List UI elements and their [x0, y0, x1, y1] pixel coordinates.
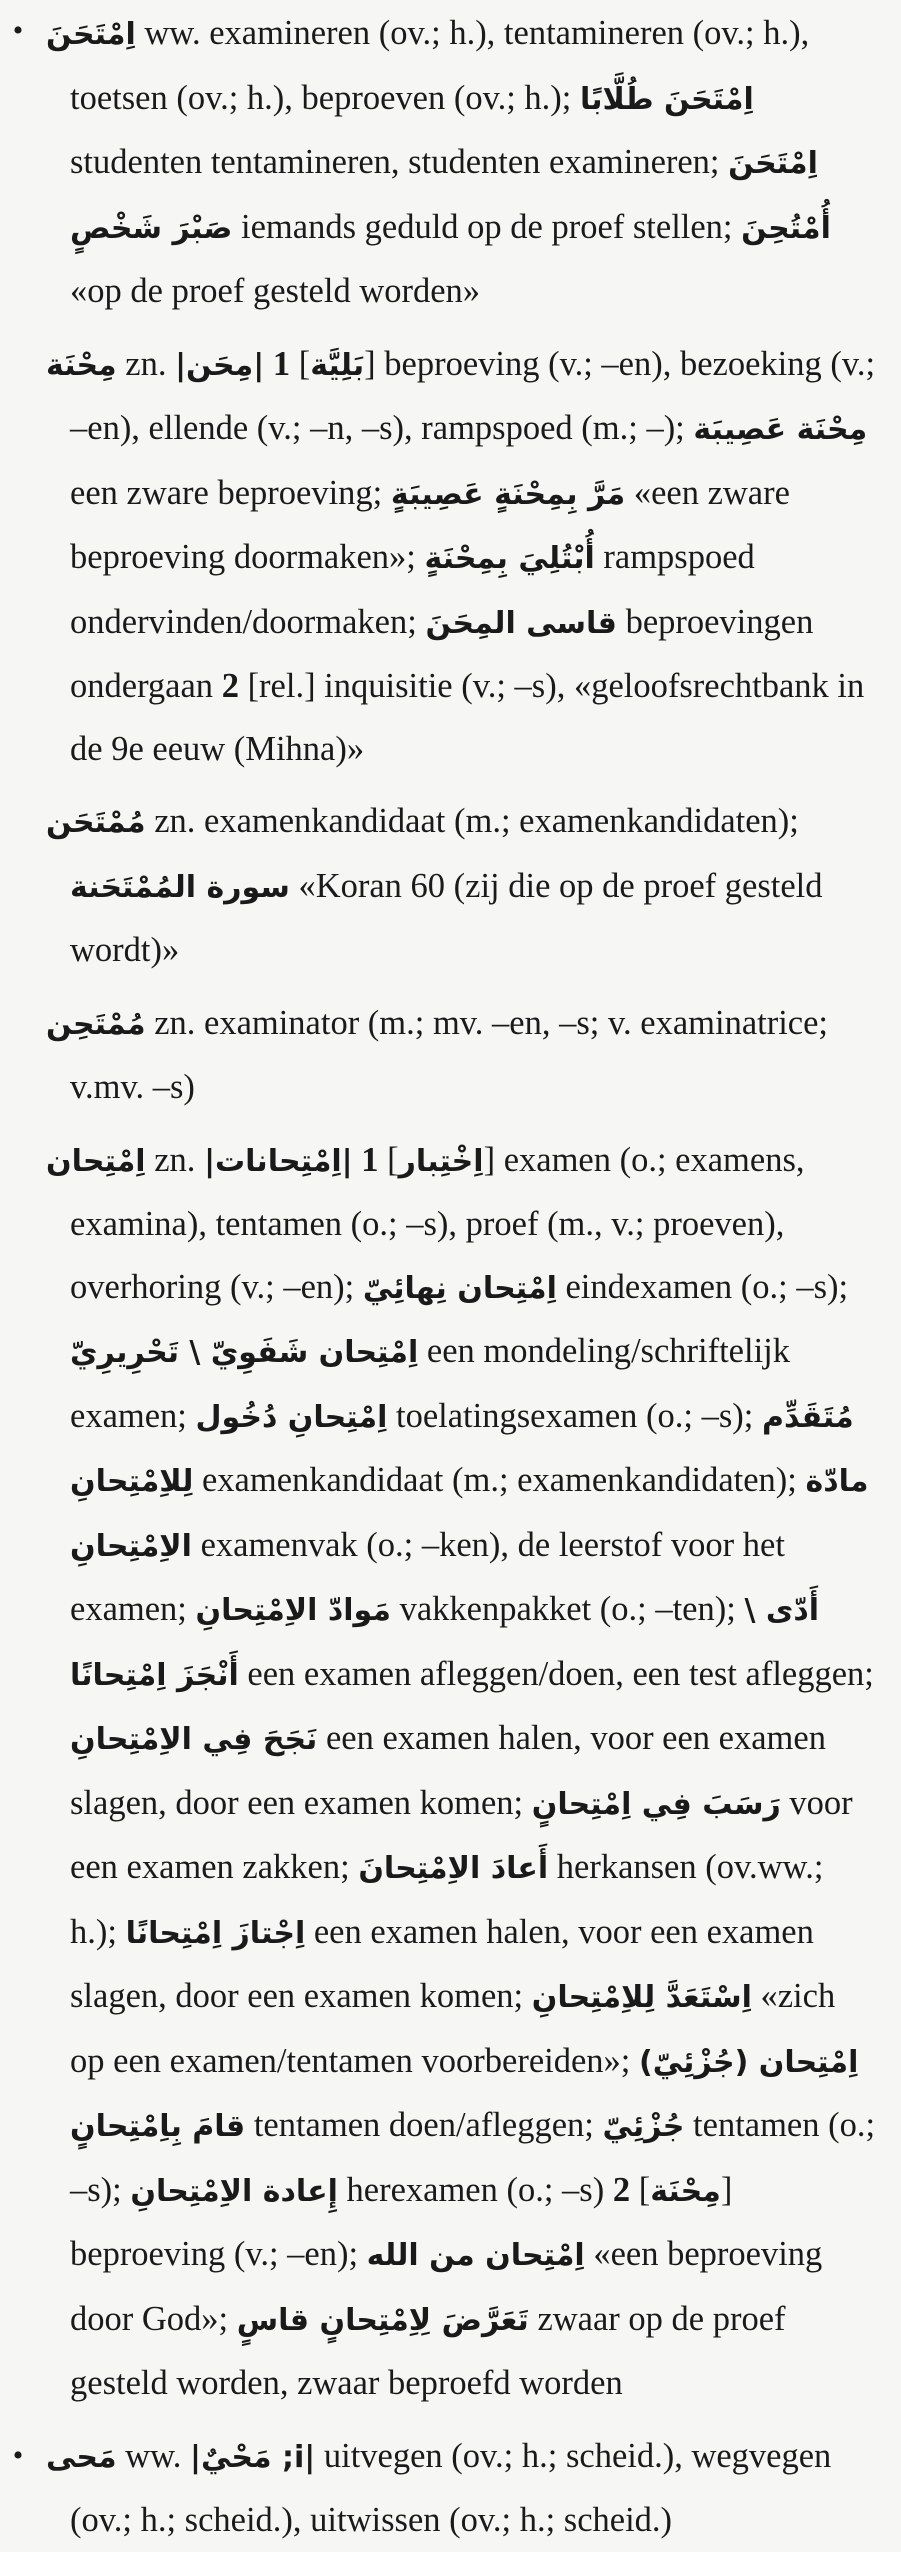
- definition-text: ] beproeving (v.; –en), bezoeking (v.; –en), ellende (v.; –n, –s), rampspoed (m.; –);: [70, 344, 876, 447]
- definition-text: voor een examen zakken;: [70, 1783, 853, 1886]
- arabic-term: أُمْتُحِنَ: [741, 210, 831, 246]
- definition-text: een examen halen, voor een examen slagen, door een examen komen;: [70, 1912, 814, 2015]
- arabic-term: اِمْتِحانِ دُخُول: [195, 1399, 388, 1435]
- definition-text: zn.: [145, 1140, 205, 1179]
- dictionary-entry: [46, 1129, 877, 2415]
- arabic-term: اِمْتَحَنَ صَبْرَ شَخْصٍ: [70, 146, 818, 246]
- entries-list: [12, 0, 877, 2552]
- entry-body: [46, 2, 877, 323]
- definition-text: beproevingen ondergaan: [70, 602, 814, 705]
- entry-body: [46, 333, 877, 781]
- arabic-term: مِحْنَة: [46, 347, 117, 383]
- arabic-term: اِمْتِحان (جُزْئِيّ): [639, 2044, 859, 2080]
- arabic-term: اِمْتِحان شَفَوِيّ \ تَحْرِيرِيّ: [70, 1335, 419, 1370]
- arabic-term: إِعادة الاِمْتِحانِ: [130, 2173, 338, 2209]
- arabic-term: أَدّى \ أَنْجَزَ اِمْتِحانًا: [70, 1593, 820, 1693]
- entry-bullet: •: [12, 2438, 24, 2472]
- definition-text: een zware beproeving;: [70, 473, 391, 512]
- dictionary-entry: [46, 790, 877, 982]
- definition-text: toelatingsexamen (o.; –s);: [387, 1396, 763, 1435]
- definition-text: «een zware beproeving doormaken»;: [70, 473, 790, 576]
- definition-text: tentamen (o.; –s);: [70, 2106, 876, 2209]
- sense-number: 1: [361, 1140, 379, 1179]
- definition-text: [: [290, 344, 311, 383]
- definition-text: «op de proef gesteld worden»: [70, 272, 481, 310]
- definition-text: «Koran 60 (zij die op de proef gesteld wordt)»: [70, 866, 823, 969]
- arabic-term: مِحْنَة: [650, 2173, 721, 2209]
- definition-text: ww. examineren (ov.; h.), tentamineren (ov.; h.), toetsen (ov.; h.), beproeven (ov.; h.);: [70, 14, 810, 117]
- definition-text: studenten tentamineren, studenten examineren;: [70, 143, 729, 181]
- dictionary-entry: [46, 333, 877, 781]
- arabic-term: مادّة الاِمْتِحانِ: [70, 1464, 869, 1564]
- definition-text: zn. examinator (m.; mv. –en, –s; v. examinatrice; v.mv. –s): [70, 1003, 828, 1106]
- definition-text: vakkenpakket (o.; –ten);: [390, 1590, 745, 1628]
- entry-body: [46, 790, 877, 982]
- arabic-term: اِمْتِحان: [46, 1143, 146, 1179]
- arabic-term: |i; مَحْيٌ|: [190, 2439, 316, 2475]
- arabic-term: بَلِيَّة: [310, 347, 365, 383]
- arabic-term: اِجْتازَ اِمْتِحانًا: [125, 1915, 306, 1951]
- arabic-term: اِمْتِحان من الله: [366, 2238, 585, 2273]
- arabic-term: رَسَبَ فِي اِمْتِحانٍ: [531, 1786, 781, 1822]
- definition-text: zwaar op de proef gesteld worden, zwaar beproefd worden: [70, 2299, 786, 2402]
- arabic-term: مُتَقَدِّم لِلاِمْتِحانِ: [70, 1399, 854, 1499]
- definition-text: [: [378, 1140, 399, 1179]
- arabic-term: مِحْنَة عَصِيبَة: [693, 412, 868, 447]
- entry-body: [46, 992, 877, 1119]
- sense-number: 2: [221, 667, 239, 705]
- arabic-term: مَرَّ بِمِحْنَةٍ عَصِيبَةٍ: [390, 476, 626, 512]
- arabic-term: اِخْتِبار: [398, 1143, 484, 1179]
- definition-text: zn.: [116, 344, 176, 383]
- arabic-term: سورة المُمْتَحَنة: [70, 869, 290, 905]
- arabic-term: مَوادّ الاِمْتِحانِ: [195, 1593, 391, 1628]
- definition-text: ] examen (o.; examens, examina), tentamen (o.; –s), proef (m., v.; proeven), overhoring (v.; –en);: [70, 1140, 805, 1306]
- arabic-term: قاسى المِحَنَ: [425, 605, 617, 641]
- definition-text: [264, 345, 273, 383]
- definition-text: examenkandidaat (m.; examenkandidaten);: [193, 1461, 806, 1499]
- definition-text: een examen halen, voor een examen slagen, door een examen komen;: [70, 1719, 826, 1822]
- arabic-term: اِسْتَعَدَّ لِلاِمْتِحانِ: [531, 1980, 752, 2015]
- definition-text: iemands geduld op de proef stellen;: [232, 207, 742, 246]
- definition-text: eindexamen (o.; –s);: [556, 1267, 849, 1306]
- entry-body: [46, 2425, 877, 2552]
- definition-text: een mondeling/schriftelijk examen;: [70, 1332, 790, 1435]
- arabic-term: مُمْتَحِن: [46, 1006, 146, 1042]
- arabic-term: أَعادَ الاِمْتِحانَ: [358, 1851, 549, 1886]
- sense-number: 2: [612, 2170, 631, 2209]
- arabic-term: اِمْتِحان نِهائِيّ: [362, 1270, 557, 1306]
- arabic-term: مَحى: [46, 2439, 117, 2475]
- dictionary-entry: [12, 0, 877, 323]
- arabic-term: تَعَرَّضَ لِاِمْتِحانٍ قاسٍ: [236, 2302, 529, 2338]
- definition-text: «een beproeving door God»;: [70, 2235, 823, 2338]
- arabic-term: اِمْتَحَنَ طُلَّابًا: [580, 81, 754, 117]
- definition-text: rampspoed ondervinden/doormaken;: [70, 538, 755, 641]
- definition-text: «zich op een examen/tentamen voorbereiden»;: [70, 1977, 836, 2080]
- definition-text: [353, 1141, 362, 1179]
- definition-text: [: [630, 2170, 651, 2209]
- definition-text: ] beproeving (v.; –en);: [70, 2170, 733, 2273]
- definition-text: tentamen doen/afleggen;: [245, 2106, 603, 2144]
- entry-body: [46, 1129, 877, 2415]
- definition-text: een examen afleggen/doen, een test afleggen;: [238, 1654, 874, 1693]
- definition-text: herkansen (ov.ww.; h.);: [70, 1848, 824, 1951]
- definition-text: ww.: [116, 2436, 191, 2475]
- dictionary-entry: [12, 2425, 877, 2552]
- arabic-term: نَجَحَ فِي الاِمْتِحانِ: [70, 1722, 318, 1757]
- arabic-term: اِمْتَحَنَ: [46, 17, 136, 52]
- dictionary-entry: [46, 992, 877, 1119]
- definition-text: [rel.] inquisitie (v.; –s), «geloofsrechtbank in de 9e eeuw (Mihna)»: [70, 667, 865, 768]
- arabic-term: |اِمْتِحانات|: [204, 1143, 353, 1179]
- definition-text: uitvegen (ov.; h.; scheid.), wegvegen (ov.; h.; scheid.), uitwissen (ov.; h.; scheid.): [70, 2436, 832, 2539]
- definition-text: zn. examenkandidaat (m.; examenkandidaten);: [145, 802, 799, 840]
- arabic-term: |مِحَن|: [175, 347, 265, 383]
- arabic-term: جُزْئِيّ: [602, 2109, 685, 2144]
- definition-text: examenvak (o.; –ken), de leerstof voor het examen;: [70, 1525, 785, 1628]
- entry-bullet: •: [12, 14, 24, 47]
- arabic-term: مُمْتَحَن: [46, 805, 146, 840]
- sense-number: 1: [272, 344, 291, 383]
- arabic-term: أُبْتُلِيَ بِمِحْنَةٍ: [424, 541, 595, 576]
- arabic-term: قامَ بِاِمْتِحانٍ: [70, 2109, 246, 2144]
- definition-text: herexamen (o.; –s): [337, 2170, 613, 2209]
